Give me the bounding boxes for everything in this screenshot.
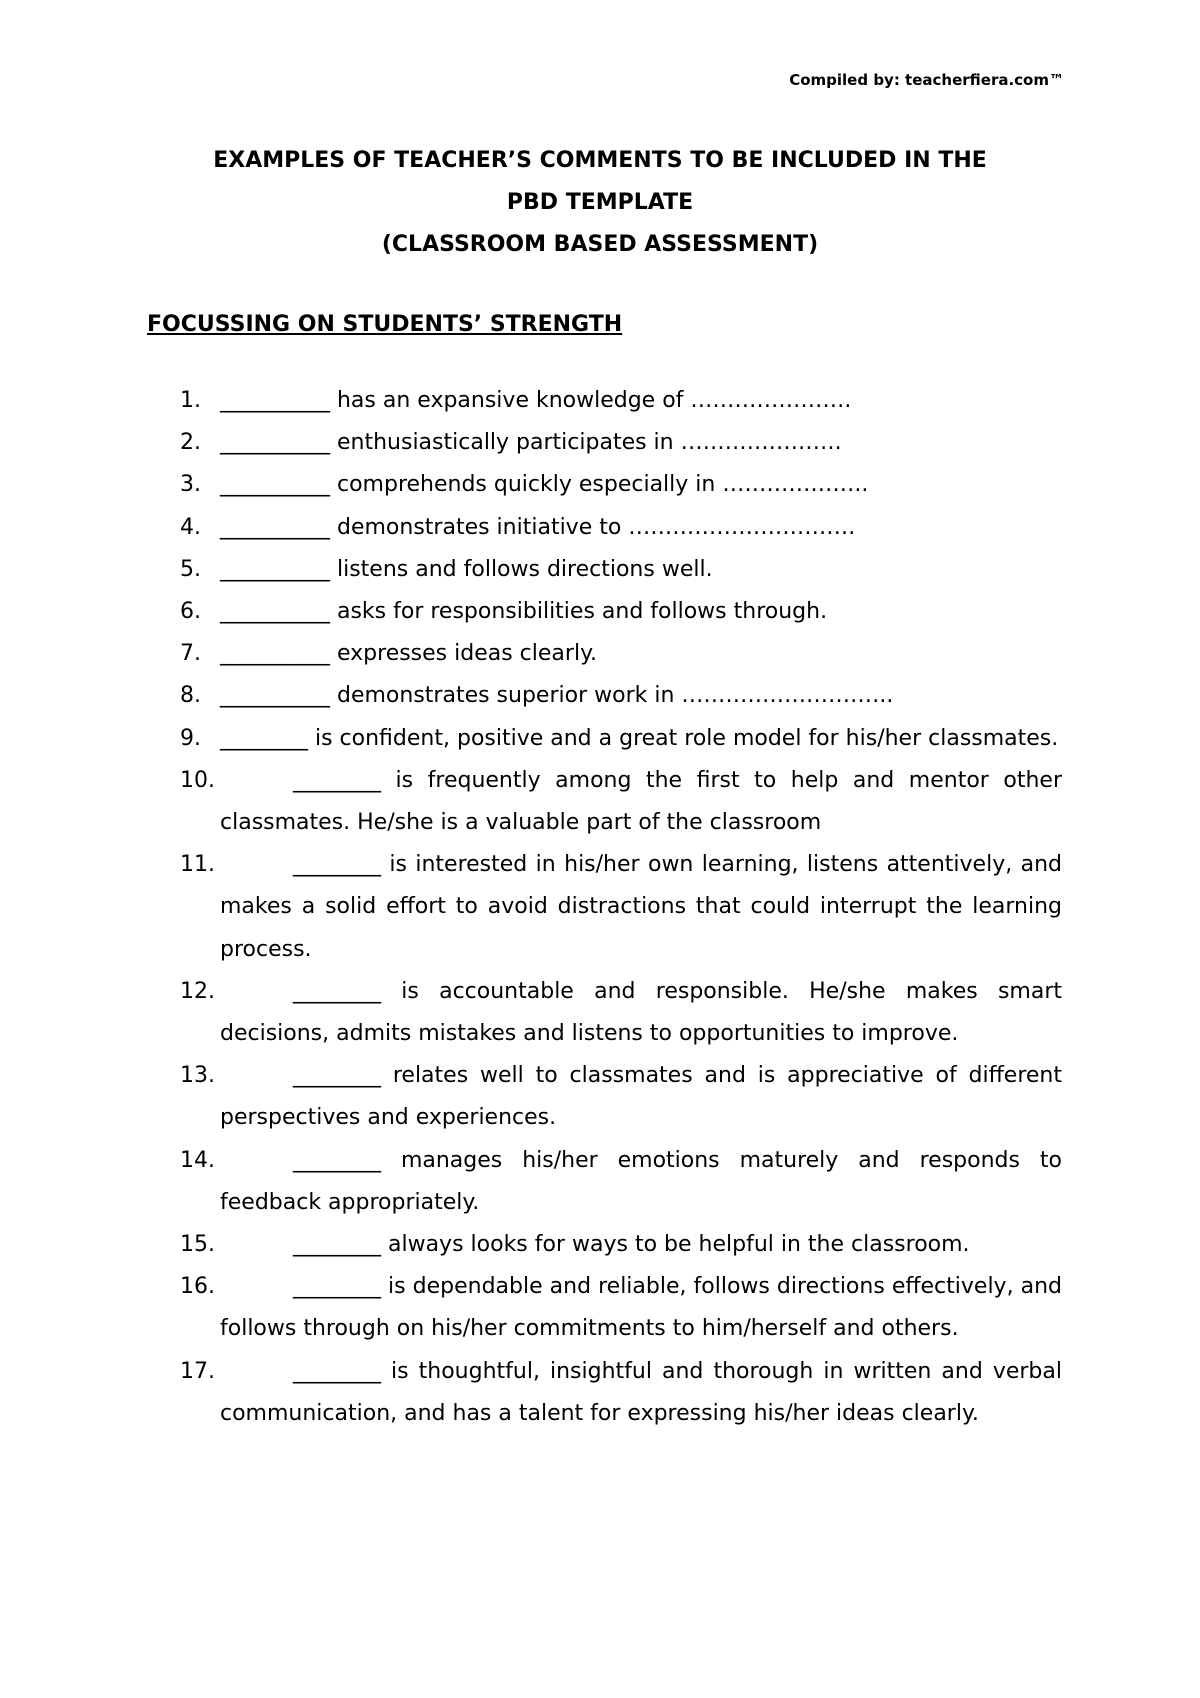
list-item-number: 9. [180,725,201,751]
list-item [0,1140,1200,1224]
list-item-number: 11. [180,852,215,878]
list-item-text [220,971,1062,1055]
list-item [0,1055,1200,1139]
list-item-text [220,422,1062,464]
comment-text: demonstrates initiative to …………………………. [330,514,856,540]
list-item-text [220,1224,1062,1266]
list-item-text [220,1266,1062,1350]
list-item-number: 12. [180,978,215,1004]
comment-text: always looks for ways to be helpful in the classroom. [381,1232,970,1258]
list-item-text [220,549,1062,591]
list-item [0,844,1200,971]
name-blank: ________ [293,978,381,1004]
comment-text: is frequently among the first to help and mentor other classmates. He/she is a valuable part of the classroom [220,767,1062,836]
name-blank: ________ [293,1358,381,1384]
comment-text: enthusiastically participates in …………………. [330,430,842,456]
comment-text: asks for responsibilities and follows through. [330,599,828,625]
comment-text: expresses ideas clearly. [330,641,597,667]
list-item [0,464,1200,506]
list-item [0,633,1200,675]
list-item [0,1266,1200,1350]
list-item-number: 7. [180,641,201,667]
comment-text: is confident, positive and a great role model for his/her classmates. [308,725,1059,751]
list-item [0,591,1200,633]
list-item [0,380,1200,422]
list-item [0,1351,1200,1435]
list-item-text [220,760,1062,844]
name-blank: __________ [220,430,330,456]
comment-text: has an expansive knowledge of …………………. [330,388,852,413]
name-blank: ________ [293,1274,381,1300]
list-item-number: 14. [180,1147,215,1173]
comment-text: demonstrates superior work in ……………………….. [330,683,894,709]
comment-text: is dependable and reliable, follows directions effectively, and follows through on his/her commitments to him/herself and others. [220,1274,1062,1342]
list-item-number: 15. [180,1232,215,1258]
list-item-number: 1. [180,388,201,413]
name-blank: __________ [220,472,330,498]
list-item-text [220,591,1062,633]
list-item-number: 17. [180,1358,215,1384]
title-line-2: PBD TEMPLATE [506,190,694,215]
list-item-text [220,633,1062,675]
compiled-by-credit: Compiled by: teacherfiera.com™ [789,71,1064,89]
list-item-text [220,1140,1062,1224]
name-blank: ________ [293,767,381,793]
list-item-text [220,844,1062,971]
list-item [0,675,1200,717]
comment-text: listens and follows directions well. [330,556,713,582]
name-blank: __________ [220,514,330,540]
comment-text: is accountable and responsible. He/she makes smart decisions, admits mistakes and listens to opportunities to improve. [220,978,1062,1047]
list-item [0,971,1200,1055]
list-item [0,760,1200,844]
title-line-3: (CLASSROOM BASED ASSESSMENT) [381,232,819,257]
name-blank: ________ [293,1232,381,1258]
list-item-number: 10. [180,767,215,793]
comment-text: is thoughtful, insightful and thorough in written and verbal communication, and has a talent for expressing his/her ideas clearly. [220,1358,1062,1426]
list-item [0,718,1200,760]
list-item [0,422,1200,464]
comment-text: manages his/her emotions maturely and responds to feedback appropriately. [220,1147,1062,1215]
list-item [0,507,1200,549]
list-item-text [220,718,1062,760]
list-item-number: 16. [180,1274,215,1300]
document-title [0,140,1200,266]
name-blank: __________ [220,556,330,582]
list-item-text [220,1055,1062,1139]
title-line-1: EXAMPLES OF TEACHER’S COMMENTS TO BE INCLUDED IN THE [213,148,987,173]
name-blank: __________ [220,641,330,667]
comment-text: is interested in his/her own learning, listens attentively, and makes a solid effort to avoid distractions that could interrupt the learning process. [220,852,1062,962]
list-item-number: 4. [180,514,201,540]
list-item [0,1224,1200,1266]
list-item-number: 8. [180,683,201,709]
section-heading: FOCUSSING ON STUDENTS’ STRENGTH [147,312,623,337]
name-blank: ________ [293,852,381,878]
name-blank: ________ [293,1147,381,1173]
list-item [0,549,1200,591]
name-blank: __________ [220,388,330,413]
comment-text: comprehends quickly especially in ……………….. [330,472,869,498]
name-blank: __________ [220,599,330,625]
list-item-number: 5. [180,556,201,582]
comment-text: relates well to classmates and is appreciative of different perspectives and experiences. [220,1063,1062,1131]
list-item-text [220,464,1062,506]
list-item-text [220,507,1062,549]
list-item-text [220,675,1062,717]
list-item-number: 2. [180,430,201,456]
name-blank: __________ [220,683,330,709]
list-item-text [220,1351,1062,1435]
list-item-number: 13. [180,1063,215,1089]
list-item-number: 3. [180,472,201,498]
comment-list [0,380,1200,1435]
name-blank: ________ [293,1063,381,1089]
list-item-text [220,380,1062,422]
name-blank: ________ [220,725,308,751]
list-item-number: 6. [180,599,201,625]
